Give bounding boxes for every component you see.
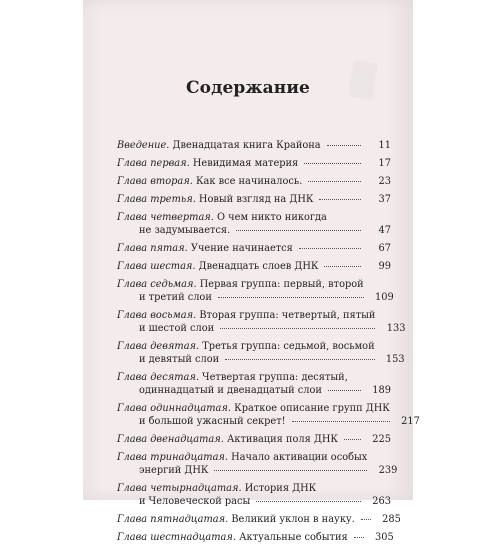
- page-number: 225: [372, 434, 391, 445]
- toc-text-part: [117, 260, 318, 273]
- chapter-label: Глава шестая.: [117, 261, 196, 272]
- page-number: 239: [378, 465, 398, 476]
- toc-line: [117, 513, 371, 526]
- chapter-title: Четвертая группа: десятый,: [198, 372, 348, 383]
- dot-leader: [256, 501, 361, 502]
- toc-entry-text: [117, 193, 363, 206]
- chapter-title: Вторая группа: четвертый, пятый: [196, 310, 376, 321]
- dot-leader: [220, 328, 375, 329]
- chapter-label: Глава пятнадцатая.: [117, 514, 229, 525]
- dot-leader: [292, 421, 390, 422]
- toc-line: [117, 175, 361, 188]
- toc-text-part: одиннадцатый и двенадцатый слои: [139, 385, 322, 396]
- toc-entry-4: [117, 211, 391, 237]
- chapter-label: Глава тринадцатая.: [117, 452, 229, 463]
- toc-entry-text: [117, 482, 363, 508]
- toc-entry-text: [117, 371, 363, 397]
- toc-line: [117, 433, 361, 446]
- toc-entry-text: [117, 175, 363, 188]
- page-number: 153: [385, 354, 405, 365]
- chapter-label: Глава двенадцатая.: [117, 434, 224, 445]
- chapter-label: Глава вторая.: [117, 176, 193, 187]
- page-number: 67: [378, 243, 391, 254]
- chapter-title: Третья группа: седьмой, восьмой: [199, 341, 375, 352]
- toc-line: [117, 291, 364, 304]
- table-of-contents: [117, 139, 420, 549]
- page-number: 189: [372, 385, 391, 396]
- chapter-title: Первая группа: первый, второй: [196, 279, 364, 290]
- dot-leader: [354, 537, 364, 538]
- toc-line: [117, 278, 364, 291]
- dot-leader: [324, 266, 361, 267]
- toc-text-part: и большой ужасный секрет!: [139, 416, 286, 427]
- toc-line: [117, 340, 375, 353]
- toc-entry-text: [117, 211, 363, 237]
- toc-entry-text: [117, 157, 363, 170]
- chapter-label: Глава восьмая.: [117, 310, 197, 321]
- toc-entry-text: [117, 309, 377, 335]
- toc-text-part: [117, 513, 355, 526]
- page-number: 17: [378, 158, 391, 169]
- chapter-title: Великий уклон в науку.: [228, 514, 355, 525]
- chapter-label: Введение.: [117, 140, 170, 151]
- toc-text-part: [117, 433, 338, 446]
- chapter-title: Учение начинается: [187, 243, 293, 254]
- chapter-label: Глава девятая.: [117, 341, 200, 352]
- chapter-title: Невидимая материя: [189, 158, 299, 169]
- chapter-title: Двенадцатая книга Крайона: [169, 140, 321, 151]
- toc-line: [117, 193, 361, 206]
- toc-entry-5: [117, 242, 391, 255]
- chapter-title: Краткое описание групп ДНК: [231, 403, 390, 414]
- page-number: 11: [378, 140, 391, 151]
- toc-text-part: [117, 139, 321, 152]
- chapter-title: Двенадцать слоев ДНК: [195, 261, 319, 272]
- toc-text-part: и третий слои: [139, 292, 212, 303]
- page-number: 217: [401, 416, 420, 427]
- chapter-label: Глава одиннадцатая.: [117, 403, 232, 414]
- dot-leader: [308, 181, 361, 182]
- toc-entry-text: [117, 513, 373, 526]
- toc-line: [117, 309, 375, 322]
- toc-entry-text: [117, 278, 366, 304]
- toc-entry-1: [117, 157, 391, 170]
- toc-entry-13: [117, 451, 398, 477]
- toc-line: [117, 464, 367, 477]
- toc-line: [117, 402, 390, 415]
- toc-entry-12: [117, 433, 391, 446]
- toc-line: [117, 482, 361, 495]
- toc-text-part: энергий ДНК: [139, 465, 209, 476]
- toc-entry-text: [117, 242, 363, 255]
- page-number: 109: [375, 292, 394, 303]
- toc-line: [117, 139, 361, 152]
- toc-line: [117, 371, 361, 384]
- page-number: 37: [378, 194, 391, 205]
- page-number: 47: [378, 225, 391, 236]
- chapter-title: История ДНК: [241, 483, 317, 494]
- toc-line: [117, 157, 361, 170]
- dot-leader: [328, 390, 361, 391]
- page-title: Содержание: [186, 78, 310, 98]
- chapter-label: Глава третья.: [117, 194, 196, 205]
- dot-leader: [361, 519, 371, 520]
- toc-entry-2: [117, 175, 391, 188]
- chapter-label: Глава шестнадцатая.: [117, 532, 236, 543]
- chapter-label: Глава четырнадцатая.: [117, 483, 242, 494]
- chapter-label: Глава пятая.: [117, 243, 188, 254]
- toc-entry-14: [117, 482, 391, 508]
- toc-text-part: не задумывается.: [139, 225, 231, 236]
- toc-entry-text: [117, 402, 392, 428]
- toc-text-part: [117, 175, 302, 188]
- dot-leader: [214, 470, 367, 471]
- toc-entry-6: [117, 260, 391, 273]
- chapter-label: Глава первая.: [117, 158, 190, 169]
- dot-leader: [344, 439, 361, 440]
- toc-entry-3: [117, 193, 391, 206]
- toc-line: [117, 211, 361, 224]
- dot-leader: [218, 297, 364, 298]
- chapter-title: Как все начиналось.: [192, 176, 303, 187]
- toc-text-part: и девятый слои: [139, 354, 220, 365]
- toc-entry-text: [117, 340, 377, 366]
- dot-leader: [304, 163, 361, 164]
- toc-line: [117, 415, 390, 428]
- page-number: 263: [372, 496, 391, 507]
- toc-entry-text: [117, 531, 366, 544]
- toc-text-part: и Человеческой расы: [139, 496, 251, 507]
- toc-text-part: [117, 193, 313, 206]
- chapter-title: Новый взгляд на ДНК: [195, 194, 314, 205]
- toc-line: [117, 531, 364, 544]
- toc-entry-8: [117, 309, 406, 335]
- toc-entry-9: [117, 340, 405, 366]
- toc-entry-7: [117, 278, 394, 304]
- dot-leader: [319, 199, 361, 200]
- chapter-label: Глава десятая.: [117, 372, 199, 383]
- toc-entry-text: [117, 139, 363, 152]
- toc-entry-text: [117, 260, 363, 273]
- toc-entry-10: [117, 371, 391, 397]
- page-number: 305: [375, 532, 394, 543]
- toc-text-part: [117, 531, 348, 544]
- toc-entry-15: [117, 513, 401, 526]
- toc-text-part: [117, 157, 298, 170]
- toc-line: [117, 451, 367, 464]
- toc-line: [117, 353, 375, 366]
- toc-entry-text: [117, 451, 369, 477]
- toc-line: [117, 322, 375, 335]
- toc-line: [117, 384, 361, 397]
- book-page: [83, 0, 420, 543]
- toc-line: [117, 260, 361, 273]
- chapter-title: Актуальные события: [236, 532, 348, 543]
- chapter-title: Активация поля ДНК: [223, 434, 338, 445]
- toc-text-part: [117, 242, 293, 255]
- chapter-title: Начало активации особых: [228, 452, 368, 463]
- page-number: 23: [378, 176, 391, 187]
- toc-line: [117, 242, 361, 255]
- chapter-label: Глава седьмая.: [117, 279, 197, 290]
- dot-leader: [299, 248, 361, 249]
- dot-leader: [327, 145, 361, 146]
- toc-entry-16: [117, 531, 394, 544]
- page-number: 99: [378, 261, 391, 272]
- toc-entry-text: [117, 433, 363, 446]
- toc-line: [117, 495, 361, 508]
- toc-entry-11: [117, 402, 420, 428]
- dot-leader: [236, 230, 361, 231]
- page-number: 133: [386, 323, 406, 334]
- toc-line: [117, 224, 361, 237]
- toc-entry-intro: [117, 139, 391, 152]
- chapter-title: О чем никто никогда: [213, 212, 327, 223]
- chapter-label: Глава четвертая.: [117, 212, 214, 223]
- dot-leader: [225, 359, 374, 360]
- page-number: 285: [382, 514, 401, 525]
- toc-text-part: и шестой слои: [139, 323, 215, 334]
